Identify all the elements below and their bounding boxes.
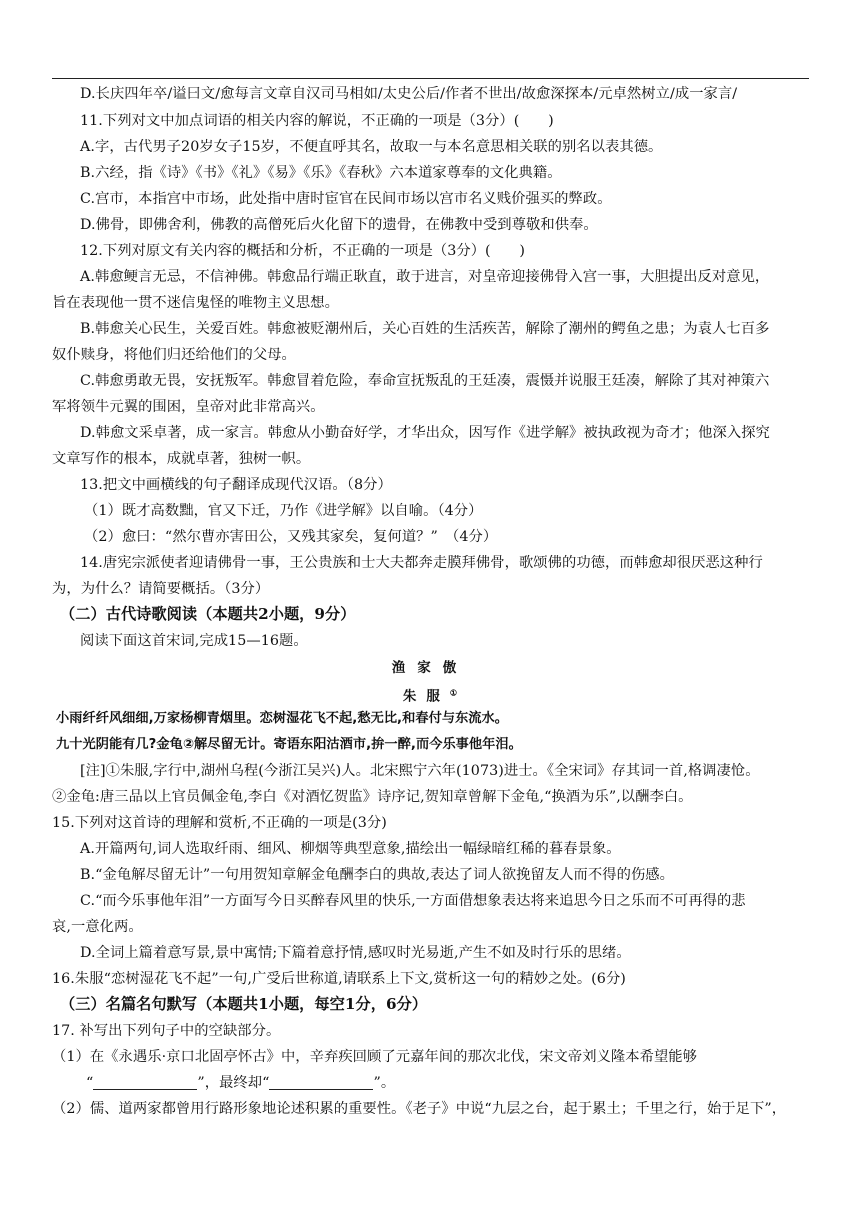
author-note-mark: ① <box>449 687 458 697</box>
q15-option-b: B.“金龟解尽留无计”一句用贺知章解金龟酬李白的典故,表达了词人欲挽留友人而不得的伤感。 <box>80 867 674 883</box>
poem-author-line <box>0 682 860 707</box>
quote-open: “ <box>86 1075 94 1091</box>
section-2-heading: （二）古代诗歌阅读（本题共2小题，9分） <box>60 605 356 623</box>
q13-stem: 13.把文中画横线的句子翻译成现代汉语。（8分） <box>80 477 392 493</box>
q17-item-2-line1: （2）儒、道两家都曾用行路形象地论述积累的重要性。《老子》中说“九层之台，起于累土；千里之行，始于足下”， <box>52 1101 787 1117</box>
top-rule <box>52 78 809 79</box>
poem-instruction: 阅读下面这首宋词,完成15—16题。 <box>80 633 308 649</box>
q15-option-a: A.开篇两句,词人选取纤雨、细风、柳烟等典型意象,描绘出一幅绿暗红稀的暮春景象。 <box>80 841 621 857</box>
q17-item-1-line1: （1）在《永遇乐·京口北固亭怀古》中，辛弃疾回顾了元嘉年间的那次北伐，宋文帝刘义隆本希望能够 <box>52 1049 697 1065</box>
q17-stem: 17. 补写出下列句子中的空缺部分。 <box>52 1023 281 1039</box>
q12-option-c-line2: 军将领牛元翼的围困，皇帝对此非常高兴。 <box>52 399 325 415</box>
q14-line1: 14.唐宪宗派使者迎请佛骨一事，王公贵族和士大夫都奔走膜拜佛骨，歌颂佛的功德，而韩愈却很厌恶这种行 <box>80 555 763 571</box>
poem-note-1: [注]①朱服,字行中,湖州乌程(今浙江吴兴)人。北宋熙宁六年(1073)进士。《全宋词》存其词一首,格调凄怆。 <box>80 763 760 779</box>
q14-line2: 为，为什么？请简要概括。（3分） <box>52 581 270 597</box>
q15-option-c-line2: 哀,一意化两。 <box>52 919 143 935</box>
q12-option-c-line1: C.韩愈勇敢无畏，安抚叛军。韩愈冒着危险，奉命宣抚叛乱的王廷凑，震慑并说服王廷凑，解除了其对神策六 <box>80 373 770 389</box>
q12-option-d-line2: 文章写作的根本，成就卓著，独树一帜。 <box>52 451 311 467</box>
poem-title: 渔家傲 <box>391 660 469 676</box>
poem-line-1: 小雨纤纤风细细,万家杨柳青烟里。恋树湿花飞不起,愁无比,和春付与东流水。 <box>56 711 509 726</box>
quote-end: ”。 <box>373 1075 396 1091</box>
q11-option-a: A.字，古代男子20岁女子15岁，不便直呼其名，故取一与本名意思相关联的别名以表其德。 <box>80 139 663 155</box>
section-3-heading: （三）名篇名句默写（本题共1小题，每空1分，6分） <box>60 995 428 1013</box>
q12-option-b-line2: 奴仆赎身，将他们归还给他们的父母。 <box>52 347 296 363</box>
fill-blank-2[interactable] <box>269 1075 373 1090</box>
q10-option-d: D.长庆四年卒/谥曰文/愈每言文章自汉司马相如/太史公后/作者不世出/故愈深探本/元卓然树立/成一家言/ <box>80 86 738 102</box>
q13-item-2: （2）愈曰：“然尔曹亦害田公，又残其家矣，复何道？” （4分） <box>84 529 498 545</box>
q15-stem: 15.下列对这首诗的理解和赏析,不正确的一项是(3分) <box>52 815 387 831</box>
q11-stem: 11.下列对文中加点词语的相关内容的解说，不正确的一项是（3分）( ) <box>80 113 554 129</box>
q15-option-c-line1: C.“而今乐事他年泪”一方面写今日买醉春风里的快乐,一方面借想象表达将来追思今日之乐而不可再得的悲 <box>80 893 746 909</box>
poem-author: 朱服 <box>402 688 450 705</box>
q11-option-c: C.宫市，本指宫中市场，此处指中唐时宦官在民间市场以宫市名义贱价强买的弊政。 <box>80 191 612 207</box>
q11-option-d: D.佛骨，即佛舍利，佛教的高僧死后火化留下的遗骨，在佛教中受到尊敬和供奉。 <box>80 217 598 233</box>
q13-item-1: （1）既才高数黜，官又下迁，乃作《进学解》以自喻。（4分） <box>84 503 483 519</box>
q15-option-d: D.全词上篇着意写景,景中寓情;下篇着意抒情,感叹时光易逝,产生不如及时行乐的思绪。 <box>80 945 631 961</box>
q12-option-d-line1: D.韩愈文采卓著，成一家言。韩愈从小勤奋好学，才华出众，因写作《进学解》被执政视为奇才；他深入探究 <box>80 425 770 441</box>
q12-stem: 12.下列对原文有关内容的概括和分析，不正确的一项是（3分）( ) <box>80 243 525 259</box>
fill-blank-1[interactable] <box>93 1075 197 1090</box>
q16-stem: 16.朱服“恋树湿花飞不起”一句,广受后世称道,请联系上下文,赏析这一句的精妙之处。(6分) <box>52 971 626 987</box>
q17-item-1-line2 <box>86 1073 846 1093</box>
q12-option-a-line1: A.韩愈鲠言无忌，不信神佛。韩愈品行端正耿直，敢于进言，对皇帝迎接佛骨入宫一事，大胆提出反对意见， <box>80 269 770 285</box>
q12-option-a-line2: 旨在表现他一贯不迷信鬼怪的唯物主义思想。 <box>52 295 339 311</box>
q11-option-b: B.六经，指《诗》《书》《礼》《易》《乐》《春秋》六本道家尊奉的文化典籍。 <box>80 165 562 181</box>
poem-note-2: ②金龟:唐三品以上官员佩金龟,李白《对酒忆贺监》诗序记,贺知章曾解下金龟,“换酒为乐”,以酬李白。 <box>52 789 693 805</box>
quote-mid: ”，最终却“ <box>197 1075 270 1091</box>
poem-line-2: 九十光阴能有几?金龟②解尽留无计。寄语东阳沽酒市,拚一醉,而今乐事他年泪。 <box>56 737 522 752</box>
q12-option-b-line1: B.韩愈关心民生，关爱百姓。韩愈被贬潮州后，关心百姓的生活疾苦，解除了潮州的鳄鱼之患；为袁人七百多 <box>80 321 770 337</box>
